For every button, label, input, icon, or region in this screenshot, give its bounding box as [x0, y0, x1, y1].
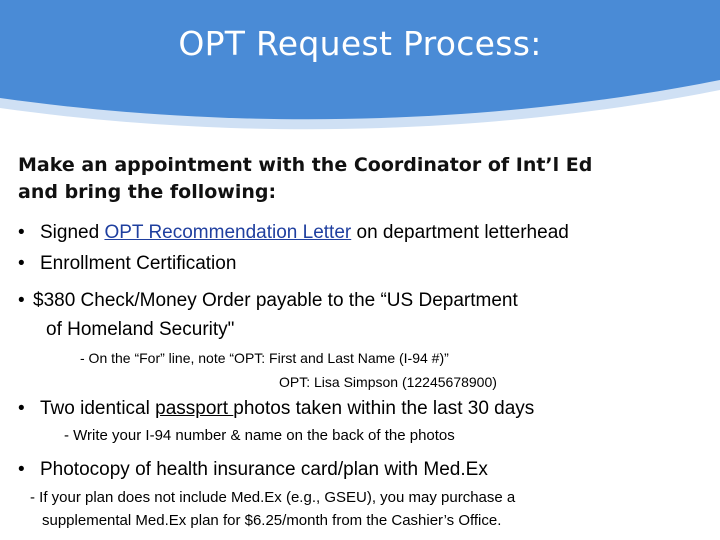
- item-text-prefix: Two identical: [40, 398, 156, 419]
- item-text-underlined: passport: [155, 398, 234, 419]
- bullet-icon: •: [18, 459, 25, 480]
- bullet-icon: •: [18, 222, 25, 243]
- page-title: OPT Request Process:: [178, 24, 542, 63]
- banner-wave-shape: [0, 0, 720, 150]
- list-item-insurance: [18, 459, 488, 481]
- opt-recommendation-letter-link[interactable]: OPT Recommendation Letter: [104, 222, 352, 243]
- item-text: Enrollment Certification: [40, 253, 237, 274]
- item-text: Photocopy of health insurance card/plan with Med.Ex: [40, 459, 488, 480]
- item-text-prefix: Signed: [40, 222, 105, 243]
- list-item-enrollment: [18, 253, 236, 275]
- photos-note: - Write your I-94 number & name on the back of the photos: [64, 427, 455, 444]
- bullet-icon: •: [18, 290, 25, 311]
- bullet-icon: •: [18, 398, 25, 419]
- list-item-photos: [18, 398, 534, 420]
- item-text-suffix: photos taken within the last 30 days: [233, 398, 535, 419]
- list-item-check: [18, 290, 518, 312]
- intro-line-1: Make an appointment with the Coordinator of Int’l Ed: [18, 154, 593, 176]
- intro-text: [18, 152, 708, 206]
- item-text-suffix: on department letterhead: [351, 222, 569, 243]
- list-item-check-continued: of Homeland Security": [46, 319, 235, 340]
- insurance-note-continued: supplemental Med.Ex plan for $6.25/month from the Cashier’s Office.: [42, 512, 502, 529]
- check-note: - On the “For” line, note “OPT: First and Last Name (I-94 #)”: [80, 350, 449, 366]
- bullet-icon: •: [18, 253, 25, 274]
- insurance-note: - If your plan does not include Med.Ex (e.g., GSEU), you may purchase a: [30, 489, 516, 506]
- check-note-example: OPT: Lisa Simpson (12245678900): [279, 374, 497, 390]
- title-banner: [0, 0, 720, 150]
- item-text: $380 Check/Money Order payable to the “US Department: [33, 290, 518, 311]
- list-item-recommendation-letter: [18, 222, 569, 244]
- intro-line-2: and bring the following:: [18, 181, 277, 203]
